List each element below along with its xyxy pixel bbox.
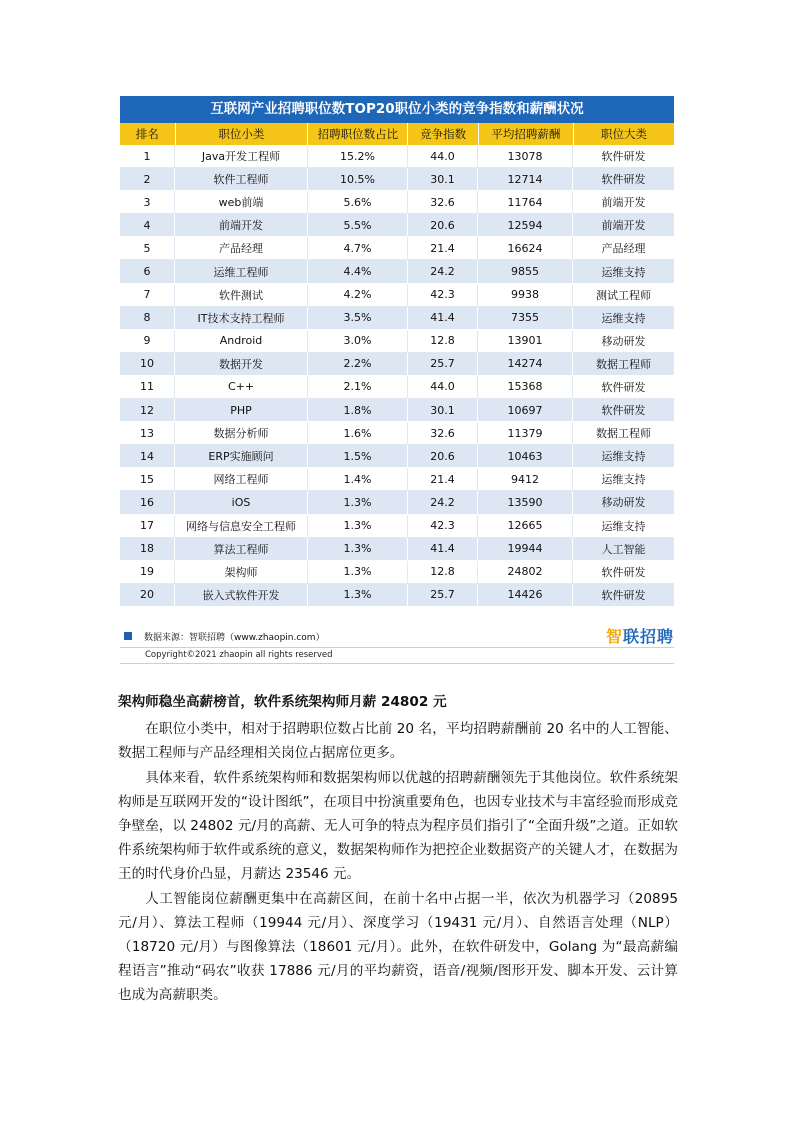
cell-competition-index: 21.4 xyxy=(408,468,478,491)
cell-rank: 10 xyxy=(120,353,175,376)
cell-share: 2.2% xyxy=(308,353,408,376)
table-row xyxy=(120,214,674,237)
cell-avg-salary: 13590 xyxy=(478,491,573,514)
header-job-category: 职位大类 xyxy=(600,127,647,141)
cell-competition-index: 12.8 xyxy=(408,330,478,353)
cell-share: 5.5% xyxy=(308,214,408,237)
cell-avg-salary: 16624 xyxy=(478,237,573,260)
table-row xyxy=(120,284,674,307)
cell-rank: 16 xyxy=(120,491,175,514)
cell-avg-salary: 7355 xyxy=(478,307,573,330)
cell-job-category: 数据工程师 xyxy=(573,353,674,376)
cell-job-subcategory: 运维工程师 xyxy=(175,260,308,283)
cell-job-category: 运维支持 xyxy=(573,307,674,330)
table-row xyxy=(120,168,674,191)
cell-job-category: 移动研发 xyxy=(573,491,674,514)
cell-rank: 4 xyxy=(120,214,175,237)
cell-competition-index: 32.6 xyxy=(408,422,478,445)
cell-job-subcategory: C++ xyxy=(175,376,308,399)
cell-competition-index: 42.3 xyxy=(408,284,478,307)
cell-job-subcategory: 软件测试 xyxy=(175,284,308,307)
cell-rank: 13 xyxy=(120,422,175,445)
cell-avg-salary: 9938 xyxy=(478,284,573,307)
cell-rank: 12 xyxy=(120,399,175,422)
cell-share: 1.3% xyxy=(308,538,408,561)
cell-job-subcategory: PHP xyxy=(175,399,308,422)
table-row xyxy=(120,491,674,514)
table-row xyxy=(120,399,674,422)
header-competition-index: 竞争指数 xyxy=(408,123,478,145)
cell-avg-salary: 12714 xyxy=(478,168,573,191)
cell-share: 10.5% xyxy=(308,168,408,191)
cell-rank: 2 xyxy=(120,168,175,191)
cell-job-subcategory: 网络工程师 xyxy=(175,468,308,491)
cell-share: 1.3% xyxy=(308,584,408,607)
cell-rank: 6 xyxy=(120,260,175,283)
article-paragraph-1: 在职位小类中，相对于招聘职位数占比前 20 名，平均招聘薪酬前 20 名中的人工智能、数据工程师与产品经理相关岗位占据席位更多。 xyxy=(118,721,678,762)
cell-job-category: 软件研发 xyxy=(573,399,674,422)
cell-job-subcategory: ERP实施顾问 xyxy=(175,445,308,468)
cell-competition-index: 25.7 xyxy=(408,584,478,607)
cell-share: 3.5% xyxy=(308,307,408,330)
cell-job-subcategory: 软件工程师 xyxy=(175,168,308,191)
cell-avg-salary: 15368 xyxy=(478,376,573,399)
cell-competition-index: 41.4 xyxy=(408,538,478,561)
cell-rank: 7 xyxy=(120,284,175,307)
header-rank: 排名 xyxy=(120,123,176,145)
table-title: 互联网产业招聘职位数TOP20职位小类的竞争指数和薪酬状况 xyxy=(120,96,674,123)
cell-rank: 20 xyxy=(120,584,175,607)
table-row xyxy=(120,145,674,168)
cell-job-subcategory: 架构师 xyxy=(175,561,308,584)
table-row xyxy=(120,376,674,399)
cell-job-subcategory: 算法工程师 xyxy=(175,538,308,561)
cell-job-subcategory: IT技术支持工程师 xyxy=(175,307,308,330)
table-row xyxy=(120,307,674,330)
article-paragraph-2: 具体来看，软件系统架构师和数据架构师以优越的招聘薪酬领先于其他岗位。软件系统架构师是互联网开发的“设计图纸”，在项目中扮演重要角色，也因专业技术与丰富经验而形成竞争壁垒，以 24802 元/月的高薪、无人可争的特点为程序员们指引了“全面升级”之道。正如软件系统架构师于软件或系统的意义，数据架构师作为把控企业数据资产的关键人才，在数据为王的时代身价凸显，月薪达 23546 元。 xyxy=(118,769,678,883)
cell-job-subcategory: Android xyxy=(175,330,308,353)
cell-competition-index: 20.6 xyxy=(408,214,478,237)
cell-avg-salary: 14426 xyxy=(478,584,573,607)
source-text: 数据来源：智联招聘（www.zhaopin.com） xyxy=(144,632,325,643)
cell-job-category: 运维支持 xyxy=(573,468,674,491)
cell-job-category: 数据工程师 xyxy=(573,422,674,445)
copyright: Copyright©2021 zhaopin all rights reserved xyxy=(145,650,333,660)
table-header xyxy=(120,123,674,145)
header-job-subcategory: 职位小类 xyxy=(176,123,309,145)
cell-share: 1.3% xyxy=(308,561,408,584)
cell-competition-index: 42.3 xyxy=(408,515,478,538)
cell-avg-salary: 9412 xyxy=(478,468,573,491)
divider xyxy=(120,663,674,664)
cell-avg-salary: 12665 xyxy=(478,515,573,538)
article xyxy=(118,690,678,1008)
cell-competition-index: 44.0 xyxy=(408,145,478,168)
cell-share: 1.8% xyxy=(308,399,408,422)
cell-job-category: 软件研发 xyxy=(573,584,674,607)
table-row xyxy=(120,468,674,491)
cell-rank: 17 xyxy=(120,515,175,538)
cell-job-subcategory: 网络与信息安全工程师 xyxy=(175,515,308,538)
cell-avg-salary: 24802 xyxy=(478,561,573,584)
cell-rank: 5 xyxy=(120,237,175,260)
cell-job-category: 运维支持 xyxy=(573,445,674,468)
cell-share: 1.5% xyxy=(308,445,408,468)
cell-competition-index: 30.1 xyxy=(408,399,478,422)
table-row xyxy=(120,191,674,214)
cell-job-category: 软件研发 xyxy=(573,376,674,399)
cell-rank: 19 xyxy=(120,561,175,584)
table-body xyxy=(120,145,674,607)
header-share: 招聘职位数占比 xyxy=(308,123,408,145)
cell-competition-index: 30.1 xyxy=(408,168,478,191)
article-paragraph-3: 人工智能岗位薪酬更集中在高薪区间，在前十名中占据一半，依次为机器学习（20895 元/月）、算法工程师（19944 元/月）、深度学习（19431 元/月）、自然语言处理（NLP）（18720 元/月）与图像算法（18601 元/月）。此外，在软件研发中，Golang 为“最高薪编程语言”推动“码农”收获 17886 元/月的平均薪资，语音/视频/图形开发、脚本开发、云计算也成为高薪职类。 xyxy=(118,890,678,1004)
table-row xyxy=(120,584,674,607)
cell-job-category: 前端开发 xyxy=(573,191,674,214)
cell-competition-index: 24.2 xyxy=(408,260,478,283)
source-marker-icon xyxy=(124,632,132,640)
cell-job-category: 软件研发 xyxy=(573,145,674,168)
cell-job-category: 测试工程师 xyxy=(573,284,674,307)
cell-rank: 1 xyxy=(120,145,175,168)
table-row xyxy=(120,515,674,538)
table-row xyxy=(120,353,674,376)
cell-share: 1.6% xyxy=(308,422,408,445)
cell-job-subcategory: Java开发工程师 xyxy=(175,145,308,168)
cell-rank: 18 xyxy=(120,538,175,561)
cell-competition-index: 20.6 xyxy=(408,445,478,468)
table-row xyxy=(120,260,674,283)
cell-job-category: 前端开发 xyxy=(573,214,674,237)
cell-competition-index: 25.7 xyxy=(408,353,478,376)
table-row xyxy=(120,538,674,561)
divider xyxy=(120,647,674,648)
salary-table xyxy=(120,96,674,607)
cell-job-category: 人工智能 xyxy=(573,538,674,561)
cell-avg-salary: 11379 xyxy=(478,422,573,445)
cell-job-subcategory: 数据开发 xyxy=(175,353,308,376)
table-row xyxy=(120,237,674,260)
cell-rank: 9 xyxy=(120,330,175,353)
cell-rank: 14 xyxy=(120,445,175,468)
cell-share: 4.7% xyxy=(308,237,408,260)
cell-job-category: 运维支持 xyxy=(573,260,674,283)
cell-share: 1.4% xyxy=(308,468,408,491)
cell-share: 3.0% xyxy=(308,330,408,353)
cell-rank: 11 xyxy=(120,376,175,399)
cell-avg-salary: 11764 xyxy=(478,191,573,214)
cell-competition-index: 32.6 xyxy=(408,191,478,214)
table-row xyxy=(120,330,674,353)
cell-share: 4.2% xyxy=(308,284,408,307)
cell-avg-salary: 13901 xyxy=(478,330,573,353)
cell-job-category: 软件研发 xyxy=(573,561,674,584)
cell-avg-salary: 12594 xyxy=(478,214,573,237)
table-row xyxy=(120,422,674,445)
cell-share: 15.2% xyxy=(308,145,408,168)
cell-job-category: 移动研发 xyxy=(573,330,674,353)
article-heading: 架构师稳坐高薪榜首，软件系统架构师月薪 24802 元 xyxy=(118,694,447,710)
cell-job-category: 软件研发 xyxy=(573,168,674,191)
cell-share: 1.3% xyxy=(308,491,408,514)
cell-rank: 3 xyxy=(120,191,175,214)
cell-avg-salary: 10697 xyxy=(478,399,573,422)
cell-competition-index: 12.8 xyxy=(408,561,478,584)
cell-share: 4.4% xyxy=(308,260,408,283)
cell-share: 1.3% xyxy=(308,515,408,538)
cell-job-category: 运维支持 xyxy=(573,515,674,538)
table-row xyxy=(120,445,674,468)
cell-avg-salary: 19944 xyxy=(478,538,573,561)
cell-share: 2.1% xyxy=(308,376,408,399)
cell-job-subcategory: 数据分析师 xyxy=(175,422,308,445)
cell-avg-salary: 14274 xyxy=(478,353,573,376)
header-avg-salary: 平均招聘薪酬 xyxy=(479,123,574,145)
data-source xyxy=(124,626,674,646)
cell-job-subcategory: web前端 xyxy=(175,191,308,214)
cell-avg-salary: 10463 xyxy=(478,445,573,468)
zhaopin-logo: 智联招聘 xyxy=(605,627,674,646)
cell-job-category: 产品经理 xyxy=(573,237,674,260)
cell-competition-index: 21.4 xyxy=(408,237,478,260)
cell-avg-salary: 9855 xyxy=(478,260,573,283)
table-row xyxy=(120,561,674,584)
cell-job-subcategory: iOS xyxy=(175,491,308,514)
cell-rank: 8 xyxy=(120,307,175,330)
cell-competition-index: 24.2 xyxy=(408,491,478,514)
cell-share: 5.6% xyxy=(308,191,408,214)
cell-avg-salary: 13078 xyxy=(478,145,573,168)
cell-job-subcategory: 产品经理 xyxy=(175,237,308,260)
cell-competition-index: 41.4 xyxy=(408,307,478,330)
cell-job-subcategory: 嵌入式软件开发 xyxy=(175,584,308,607)
cell-job-subcategory: 前端开发 xyxy=(175,214,308,237)
cell-competition-index: 44.0 xyxy=(408,376,478,399)
cell-rank: 15 xyxy=(120,468,175,491)
